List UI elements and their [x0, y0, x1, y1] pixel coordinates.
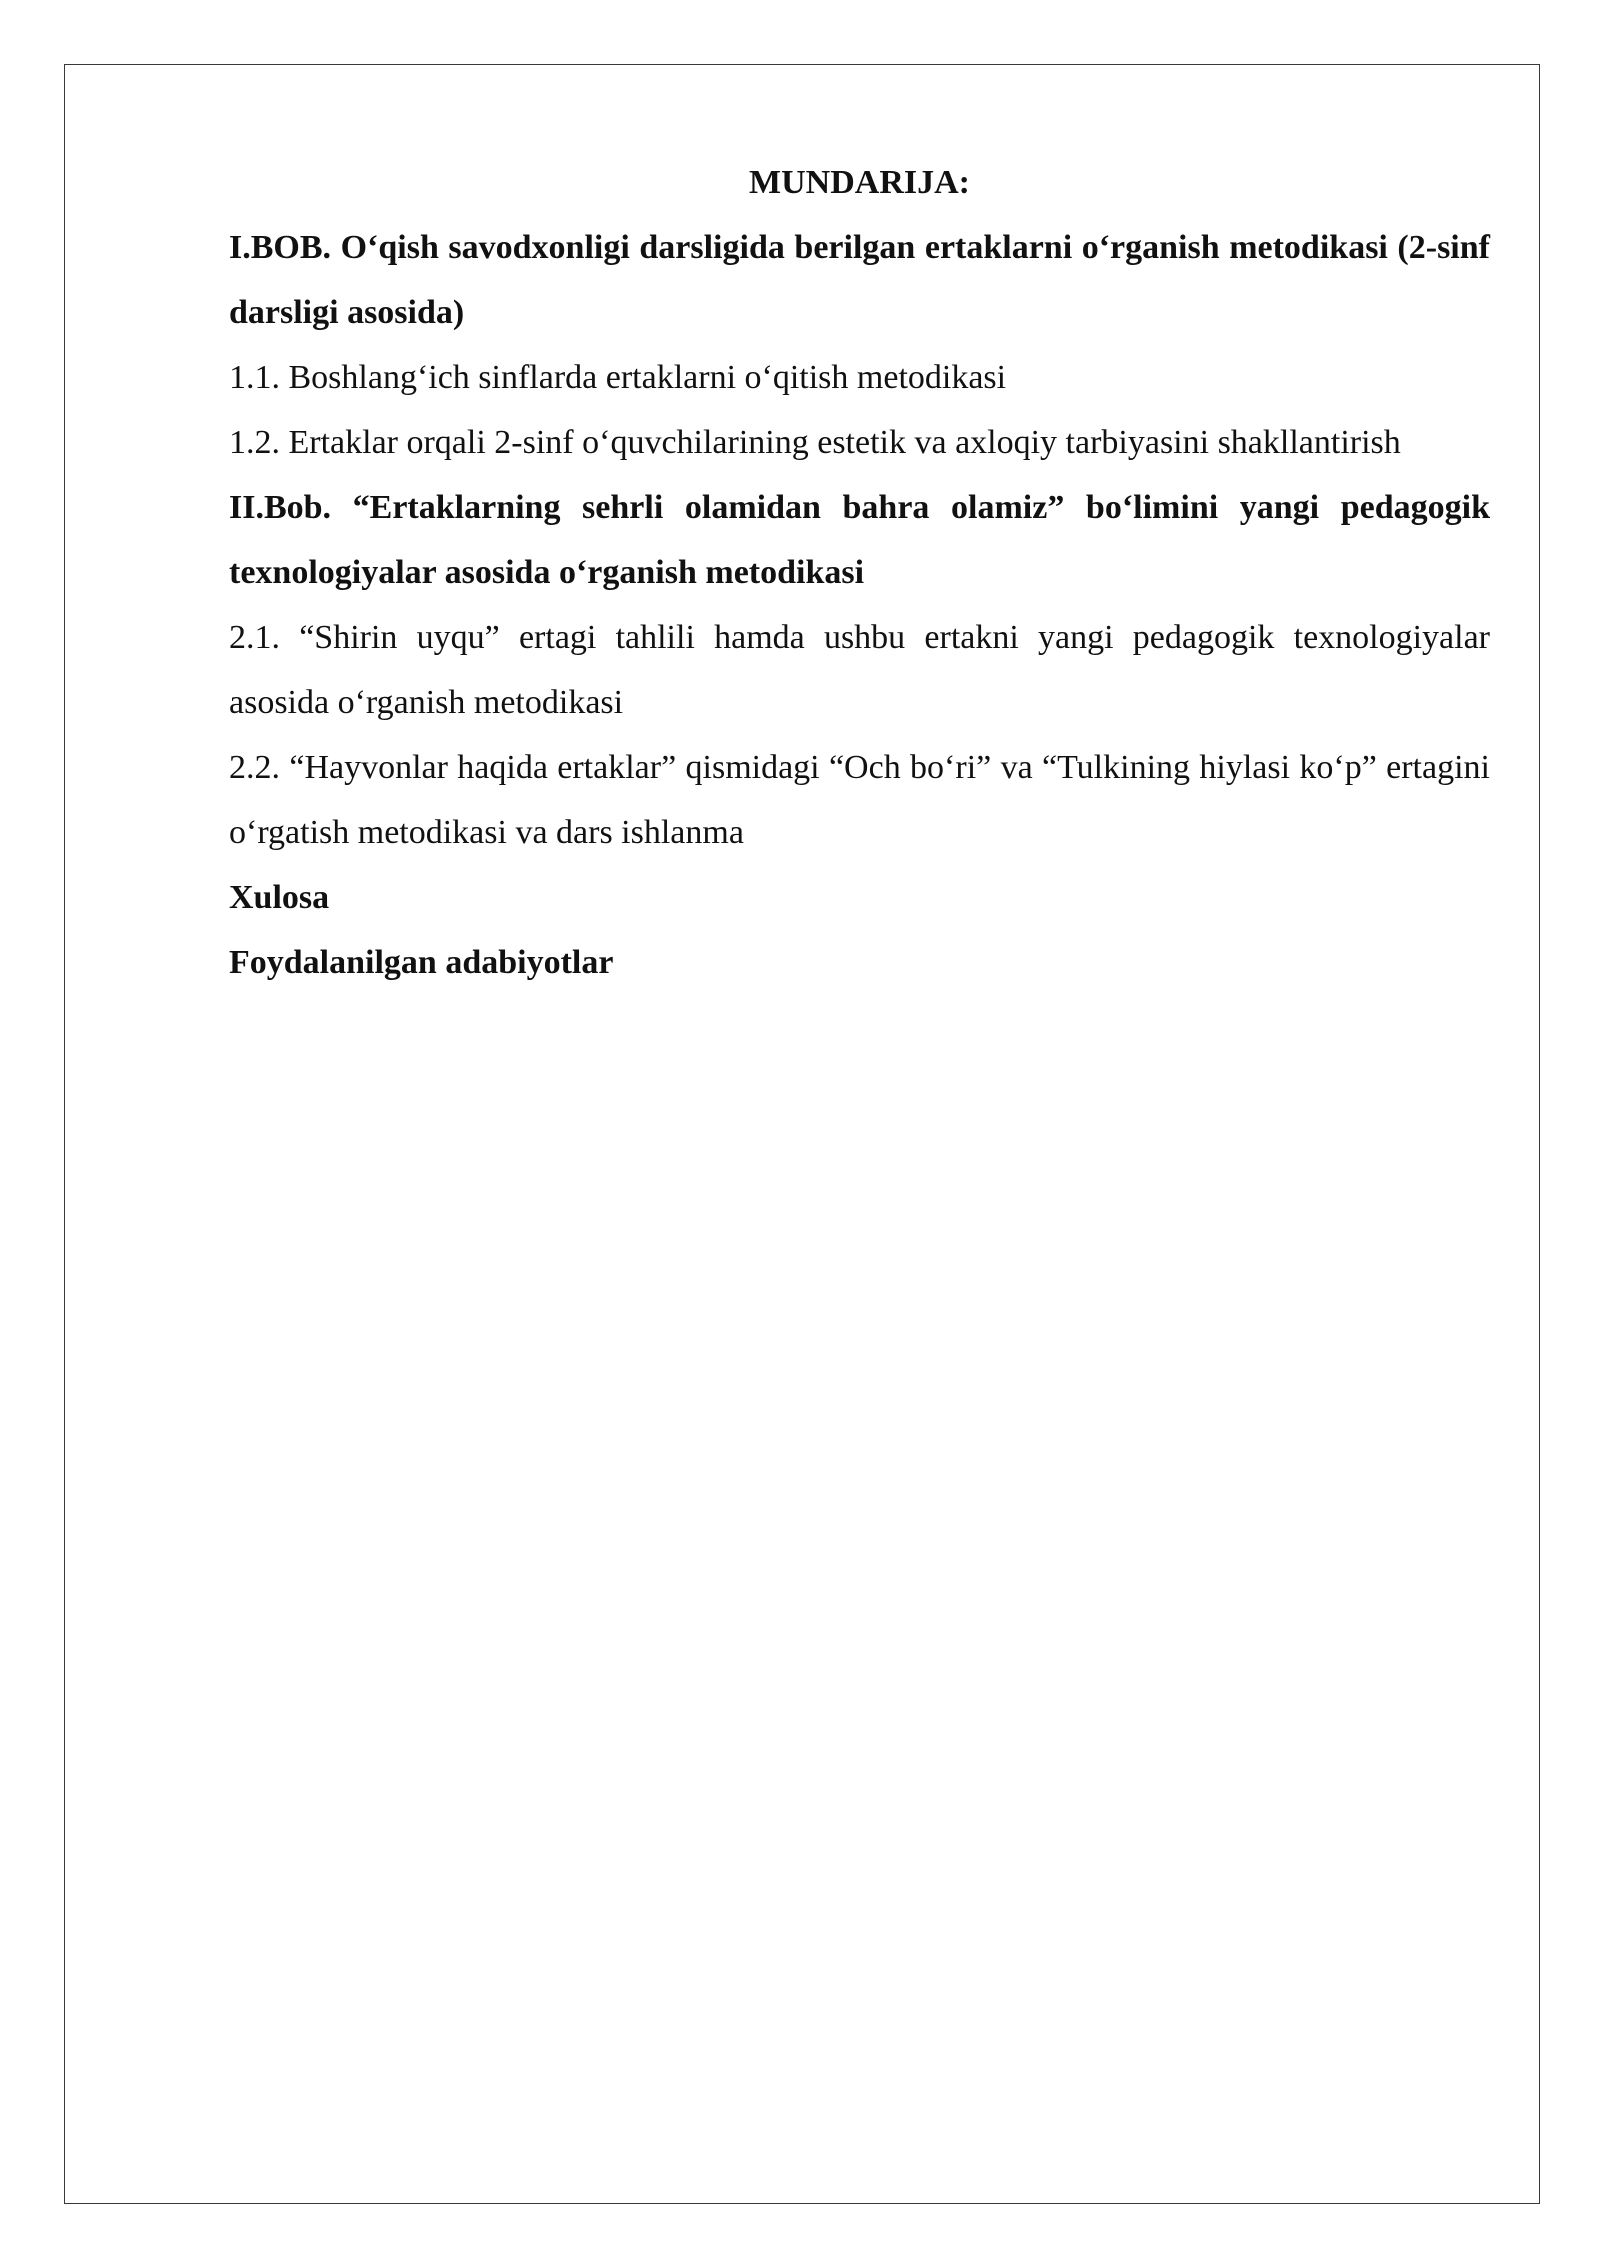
toc-entry-conclusion: Xulosa — [229, 879, 330, 916]
toc-entry-section-2-1: 2.1. “Shirin uyqu” ertagi tahlili hamda ushbu ertakni yangi pedagogik texnologiyalar asosida o‘rganish metodikasi — [229, 619, 1490, 721]
toc-entry-section-2-2: 2.2. “Hayvonlar haqida ertaklar” qismidagi “Och bo‘ri” va “Tulkining hiylasi ko‘p” ertagini o‘rgatish metodikasi va dars ishlanma — [229, 749, 1490, 851]
toc-entry-section-1-2: 1.2. Ertaklar orqali 2-sinf o‘quvchilarining estetik va axloqiy tarbiyasini shakllantirish — [229, 424, 1401, 461]
toc-title: MUNDARIJA: — [749, 164, 970, 201]
toc-entry-chapter-2: II.Bob. “Ertaklarning sehrli olamidan bahra olamiz” bo‘limini yangi pedagogik texnologiyalar asosida o‘rganish metodikasi — [229, 489, 1490, 591]
toc-entry-section-1-1: 1.1. Boshlang‘ich sinflarda ertaklarni o‘qitish metodikasi — [229, 359, 1007, 396]
toc-entry-references: Foydalanilgan adabiyotlar — [229, 944, 614, 981]
toc-entry-chapter-1: I.BOB. O‘qish savodxonligi darsligida berilgan ertaklarni o‘rganish metodikasi (2-sinf darsligi asosida) — [229, 229, 1490, 331]
table-of-contents — [229, 150, 1490, 995]
